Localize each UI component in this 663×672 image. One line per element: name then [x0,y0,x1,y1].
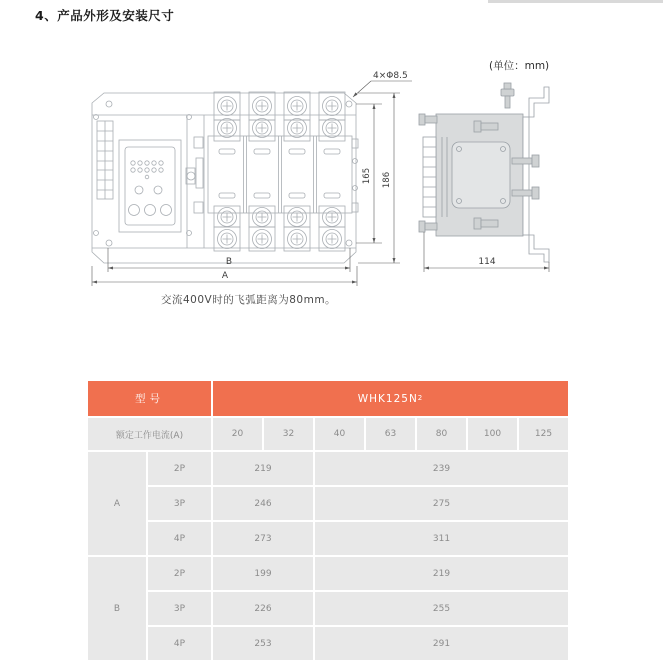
model-label-cell: 型号 [88,381,211,416]
dim-value-cell: 199 [213,557,313,590]
mounting-hole [346,240,352,246]
dimension-table [88,381,568,660]
dim-value-cell: 291 [315,627,568,660]
switch-mechanism [186,115,204,248]
terminal-column [284,92,310,251]
dim-value-cell: 246 [213,487,313,520]
dim-outer-width: A [221,271,229,281]
pole-cell: 4P [148,522,211,555]
dim-value-cell: 226 [213,592,313,625]
current-value-cell: 100 [468,418,517,450]
dim-inner-height: 165 [362,167,372,185]
current-value-cell: 40 [315,418,364,450]
unit-note: (单位：mm) [489,60,550,72]
dim-value-cell: 311 [315,522,568,555]
dim-value-cell: 219 [315,557,568,590]
technical-drawing [0,0,663,330]
arc-distance-note: 交流400V时的飞弧距离为80mm。 [161,294,337,306]
terminal-column [249,92,275,251]
dim-value-cell: 273 [213,522,313,555]
side-view [419,83,549,262]
dim-value-cell: 255 [315,592,568,625]
terminal-column [214,92,240,251]
model-value: WHK125N [357,392,418,405]
mounting-hole [106,101,112,107]
current-value-cell: 20 [213,418,262,450]
dim-value-cell: 253 [213,627,313,660]
current-label-cell: 额定工作电流(A) [88,418,211,450]
front-view [92,92,358,263]
current-value-cell: 125 [519,418,568,450]
dim-inner-width: B [225,257,233,267]
dim-outer-height: 186 [382,171,392,189]
mounting-hole [346,101,352,107]
model-value-cell [213,381,568,416]
terminal-column [319,92,345,251]
model-value-subscript: 2 [417,394,424,402]
controller-panel [119,140,181,232]
page-title: 4、产品外形及安装尺寸 [35,8,175,23]
pole-cell: 2P [148,557,211,590]
pole-cell: 2P [148,452,211,485]
pole-cell: 3P [148,487,211,520]
mounting-bracket [523,87,549,262]
hole-callout: 4×Φ8.5 [373,71,408,81]
switch-body [208,136,358,213]
pole-cell: 3P [148,592,211,625]
dim-value-cell: 219 [213,452,313,485]
mounting-hole [106,240,112,246]
current-value-cell: 80 [417,418,466,450]
terminal-strip [97,121,113,199]
dim-value-cell: 239 [315,452,568,485]
pole-cell: 4P [148,627,211,660]
dim-value-cell: 275 [315,487,568,520]
current-value-cell: 32 [264,418,313,450]
current-value-cell: 63 [366,418,415,450]
group-a-cell: A [88,452,146,555]
group-b-cell: B [88,557,146,660]
dim-side-depth: 114 [478,257,496,267]
